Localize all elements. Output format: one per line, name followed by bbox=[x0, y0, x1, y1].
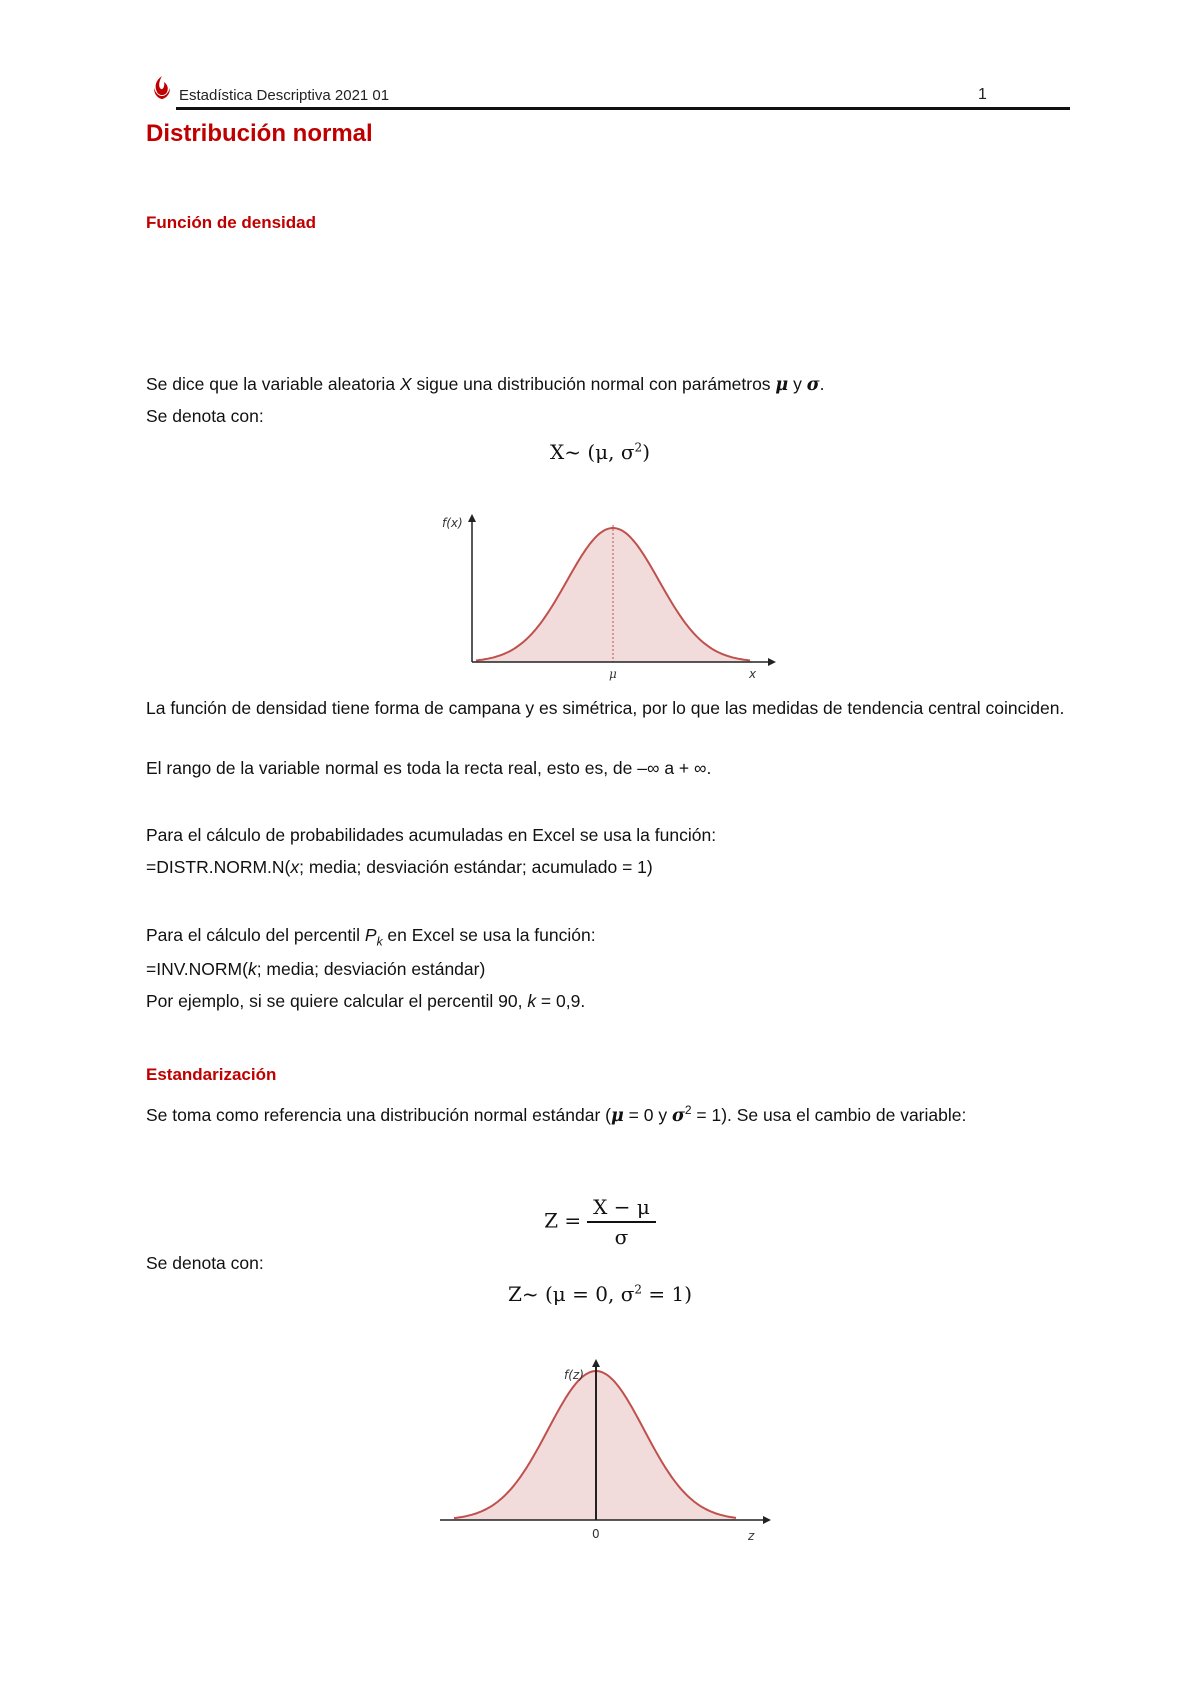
paragraph-denota: Se denota con: bbox=[146, 406, 264, 426]
paragraph-definition: Se dice que la variable aleatoria X sigue una distribución normal con parámetros μ y σ. bbox=[146, 374, 825, 395]
chart1-xlabel: x bbox=[749, 667, 757, 681]
standard-normal-chart bbox=[436, 1355, 776, 1545]
normal-density-chart bbox=[438, 510, 778, 685]
header-title: Estadística Descriptiva 2021 01 bbox=[179, 87, 390, 104]
paragraph-denota-2: Se denota con: bbox=[146, 1253, 264, 1273]
chart2-zero-label: 0 bbox=[592, 1527, 600, 1541]
university-logo bbox=[151, 74, 173, 100]
paragraph-excel-cdf: Para el cálculo de probabilidades acumuladas en Excel se usa la función: bbox=[146, 825, 717, 845]
notation-standard: Z~ (μ = 0, $\sigma^2 = 1$) bbox=[507, 1282, 693, 1306]
paragraph-shape: La función de densidad tiene forma de campana y es simétrica, por lo que las medidas de tendencia central coinciden. bbox=[146, 698, 1065, 718]
document-title: Distribución normal bbox=[146, 120, 373, 147]
chart1-ylabel: f(x) bbox=[442, 516, 463, 530]
formula-z-transform: Z = $\frac{X - \mu}{\sigma}$ bbox=[0, 1195, 1200, 1249]
chart2-xlabel: z bbox=[748, 1529, 755, 1543]
paragraph-excel-percentile: Para el cálculo del percentil $P_k$ en Excel se usa la función: bbox=[146, 925, 596, 949]
paragraph-standard: Se toma como referencia una distribución normal estándar (μ = 0 y $\sigma^2 = 1$). Se usa el cambio de variable: bbox=[146, 1103, 967, 1126]
paragraph-range: El rango de la variable normal es toda la recta real, esto es, de –∞ a + ∞. bbox=[146, 758, 712, 778]
chart1-mu-label: μ bbox=[609, 667, 617, 681]
formula-inv-norm: =INV.NORM(k; media; desviación estándar) bbox=[146, 959, 486, 979]
y-axis-arrow bbox=[468, 514, 476, 522]
section-heading-density: Función de densidad bbox=[146, 213, 317, 232]
formula-distr-norm: =DISTR.NORM.N(x; media; desviación estándar; acumulado = 1) bbox=[146, 857, 653, 877]
page-number: 1 bbox=[978, 86, 987, 103]
x-axis-arrow bbox=[768, 658, 776, 666]
fz-axis-arrow bbox=[592, 1359, 600, 1367]
z-axis-arrow bbox=[763, 1516, 771, 1524]
paragraph-example: Por ejemplo, si se quiere calcular el percentil 90, k = 0,9. bbox=[146, 991, 586, 1011]
section-heading-standardization: Estandarización bbox=[146, 1065, 277, 1084]
header-rule bbox=[176, 107, 1070, 110]
notation-normal: X~ (μ, $\sigma^2$) bbox=[550, 440, 650, 464]
chart2-ylabel: f(z) bbox=[564, 1368, 584, 1382]
